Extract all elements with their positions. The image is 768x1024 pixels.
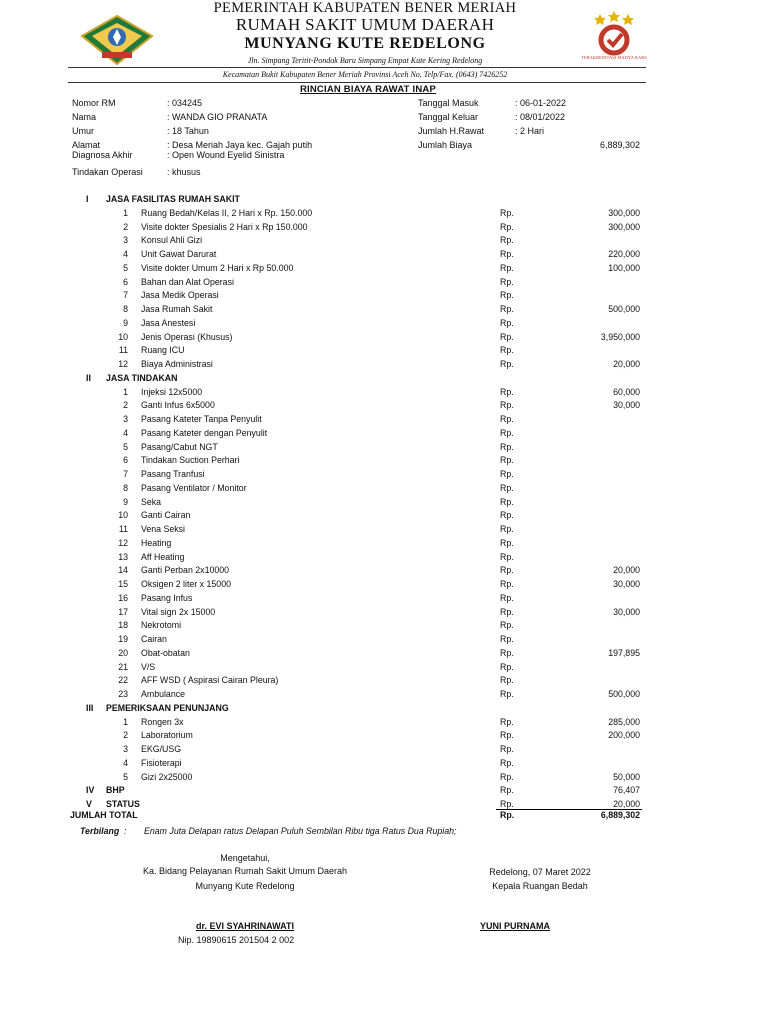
item-name: Pasang Kateter Tanpa Penyulit (141, 414, 262, 424)
jumlah-rawat-value: : 2 Hari (515, 126, 545, 136)
section-header (0, 373, 768, 387)
item-name: Laboratorium (141, 730, 193, 741)
table-row (0, 648, 768, 662)
item-name: Jasa Anestesi (141, 317, 196, 328)
section-number: V (86, 799, 92, 809)
item-name: AFF WSD ( Aspirasi Cairan Pleura) (141, 675, 279, 686)
item-rp: Rp. (500, 579, 514, 589)
table-row (0, 345, 768, 359)
table-row (0, 359, 768, 373)
item-rp: Rp. (500, 634, 514, 644)
item-amount: 197,895 (608, 647, 640, 658)
umur-value: : 18 Tahun (167, 126, 209, 136)
tanggal-keluar-value: : 08/01/2022 (515, 112, 566, 122)
table-row (0, 717, 768, 731)
item-rp: Rp. (500, 441, 514, 452)
total-amount: 6,889,302 (600, 810, 640, 820)
item-name: Jasa Rumah Sakit (141, 304, 213, 314)
section-number: IV (86, 785, 95, 796)
item-name: Bahan dan Alat Operasi (141, 276, 234, 287)
table-row (0, 277, 768, 291)
sign-left-institution: Munyang Kute Redelong (195, 881, 295, 891)
item-rp: Rp. (500, 647, 514, 658)
item-amount: 500,000 (608, 304, 640, 314)
item-rp: Rp. (500, 290, 514, 301)
sign-left-nip: Nip. 19890615 201504 2 002 (178, 935, 295, 945)
nomor-rm-label: Nomor RM (72, 98, 116, 108)
item-number: 16 (118, 592, 128, 603)
item-name: Visite dokter Umum 2 Hari x Rp 50.000 (141, 262, 294, 273)
section-title: JASA TINDAKAN (106, 372, 178, 383)
tanggal-masuk-label: Tanggal Masuk (418, 98, 479, 108)
item-name: Nekrotomi (141, 620, 182, 631)
table-row (0, 758, 768, 772)
jumlah-biaya-value: 6,889,302 (599, 140, 640, 150)
item-number: 9 (123, 496, 128, 507)
item-amount: 300,000 (608, 207, 640, 218)
item-rp: Rp. (500, 551, 514, 562)
item-rp: Rp. (500, 455, 514, 466)
table-row (0, 387, 768, 401)
item-name: Ganti Perban 2x10000 (141, 565, 230, 576)
item-number: 13 (118, 551, 128, 562)
table-row (0, 249, 768, 263)
item-name: Oksigen 2 liter x 15000 (141, 579, 231, 589)
item-name: Pasang Infus (141, 592, 193, 603)
item-rp: Rp. (500, 249, 514, 259)
sign-left-name: dr. EVI SYAHRINAWATI (195, 921, 295, 931)
table-row (0, 208, 768, 222)
item-name: Unit Gawat Darurat (141, 249, 217, 259)
item-rp: Rp. (500, 675, 514, 686)
jumlah-biaya-label: Jumlah Biaya (418, 140, 473, 150)
item-rp: Rp. (500, 565, 514, 576)
item-number: 18 (118, 620, 128, 631)
item-name: Cairan (141, 634, 167, 644)
item-number: 8 (123, 482, 128, 493)
table-row (0, 538, 768, 552)
item-rp: Rp. (500, 427, 514, 438)
item-name: Konsul Ahli Gizi (141, 235, 203, 246)
item-rp: Rp. (500, 276, 514, 287)
item-name: Ruang ICU (141, 345, 185, 356)
terbilang-colon: : (124, 826, 127, 836)
diagnosa-value: : Open Wound Eyelid Sinistra (167, 150, 285, 160)
item-number: 2 (123, 730, 128, 741)
item-amount: 300,000 (608, 221, 640, 232)
item-rp: Rp. (500, 386, 514, 397)
table-row (0, 510, 768, 524)
section-title: JASA FASILITAS RUMAH SAKIT (106, 194, 240, 204)
item-amount: 30,000 (613, 400, 640, 411)
item-rp: Rp. (500, 730, 514, 741)
item-name: Pasang Kateter dengan Penyulit (141, 427, 268, 438)
document-title: RINCIAN BIAYA RAWAT INAP (299, 84, 437, 95)
item-name: Vital sign 2x 15000 (141, 606, 216, 617)
total-label: JUMLAH TOTAL (70, 810, 138, 820)
item-amount: 20,000 (613, 565, 640, 576)
table-row (0, 442, 768, 456)
item-number: 21 (118, 661, 128, 672)
item-rp: Rp. (500, 757, 514, 768)
item-name: Jenis Operasi (Khusus) (141, 331, 233, 342)
table-row (0, 744, 768, 758)
item-number: 10 (118, 510, 128, 521)
sign-right-place-date: Redelong, 07 Maret 2022 (489, 867, 591, 877)
item-rp: Rp. (500, 496, 514, 507)
terbilang-row (0, 826, 768, 840)
table-row (0, 579, 768, 593)
jumlah-rawat-label: Jumlah H.Rawat (418, 126, 485, 136)
item-name: Biaya Administrasi (141, 359, 213, 369)
item-name: Pasang Ventilator / Monitor (141, 482, 247, 493)
table-row (0, 593, 768, 607)
table-row (0, 235, 768, 249)
item-number: 1 (123, 386, 128, 397)
item-number: 7 (123, 469, 128, 479)
table-row (0, 263, 768, 277)
item-rp: Rp. (500, 689, 514, 699)
table-row (0, 524, 768, 538)
section-number: II (86, 372, 91, 383)
header-government: PEMERINTAH KABUPATEN BENER MERIAH (213, 0, 517, 16)
item-name: Rongen 3x (141, 716, 184, 727)
table-row (0, 730, 768, 744)
item-number: 15 (118, 579, 128, 589)
table-row (0, 400, 768, 414)
item-rp: Rp. (500, 262, 514, 273)
header-address-line1: Jln. Simpang Teritit-Pondok Baru Simpang Empat Kute Kering Redelong (247, 56, 483, 65)
bener-meriah-regency-logo (80, 14, 154, 66)
item-amount: 30,000 (613, 579, 640, 589)
table-row (0, 290, 768, 304)
nomor-rm-value: : 034245 (167, 98, 203, 108)
item-number: 7 (123, 290, 128, 301)
item-rp: Rp. (500, 331, 514, 342)
item-name: V/S (141, 661, 156, 672)
item-number: 4 (123, 757, 128, 768)
item-amount: 60,000 (613, 386, 640, 397)
tindakan-value: : khusus (167, 167, 201, 177)
total-rp: Rp. (500, 810, 515, 820)
item-name: Gizi 2x25000 (141, 771, 193, 782)
item-name: Seka (141, 496, 162, 507)
item-number: 4 (123, 427, 128, 438)
item-rp: Rp. (500, 510, 514, 521)
item-number: 17 (118, 606, 128, 617)
item-amount: 3,950,000 (600, 331, 640, 342)
section-header (0, 703, 768, 717)
item-rp: Rp. (500, 482, 514, 493)
item-rp: Rp. (500, 221, 514, 232)
item-name: Ruang Bedah/Kelas II, 2 Hari x Rp. 150.000 (141, 207, 313, 218)
item-number: 6 (123, 276, 128, 287)
tanggal-masuk-value: : 06-01-2022 (515, 98, 567, 108)
section-rp: Rp. (500, 785, 514, 796)
item-number: 5 (123, 771, 128, 782)
item-amount: 100,000 (608, 262, 640, 273)
item-number: 22 (118, 675, 128, 686)
table-row (0, 675, 768, 689)
section-number: III (86, 702, 94, 713)
item-number: 11 (118, 345, 128, 356)
item-name: Ambulance (141, 689, 186, 699)
header-address-line2: Kecamatan Bukit Kabupaten Bener Meriah Provinsi Aceh No. Telp/Fax. (0643) 7426252 (222, 70, 508, 79)
umur-label: Umur (72, 126, 94, 136)
item-rp: Rp. (500, 716, 514, 727)
item-amount: 200,000 (608, 730, 640, 741)
table-row (0, 222, 768, 236)
section-amount: 76,407 (613, 785, 640, 796)
accreditation-label: TERAKREDITASI MADYA KARS (581, 55, 647, 60)
item-rp: Rp. (500, 414, 514, 424)
sign-right-title: Kepala Ruangan Bedah (492, 881, 588, 891)
section-title: BHP (106, 785, 125, 796)
item-rp: Rp. (500, 345, 514, 356)
section-number: I (86, 194, 89, 204)
item-name: Ganti Infus 6x5000 (141, 400, 215, 411)
tindakan-label: Tindakan Operasi (72, 167, 143, 177)
table-row (0, 483, 768, 497)
terbilang-label: Terbilang (80, 826, 120, 836)
item-number: 20 (118, 647, 128, 658)
item-name: EKG/USG (141, 744, 182, 754)
item-number: 9 (123, 317, 128, 328)
table-row (0, 428, 768, 442)
section-rp: Rp. (500, 799, 514, 809)
item-name: Pasang/Cabut NGT (141, 441, 218, 452)
sign-left-title: Ka. Bidang Pelayanan Rumah Sakit Umum Daerah (142, 866, 348, 876)
header-hospital-name: MUNYANG KUTE REDELONG (244, 35, 486, 52)
item-name: Vena Seksi (141, 524, 186, 534)
tanggal-keluar-label: Tanggal Keluar (418, 112, 479, 122)
table-row (0, 565, 768, 579)
alamat-value: : Desa Meriah Jaya kec. Gajah putih (167, 140, 313, 150)
item-number: 14 (118, 565, 128, 576)
item-name: Injeksi 12x5000 (141, 386, 203, 397)
table-row (0, 469, 768, 483)
item-rp: Rp. (500, 304, 514, 314)
item-number: 8 (123, 304, 128, 314)
table-row (0, 497, 768, 511)
item-rp: Rp. (500, 537, 514, 548)
item-number: 1 (123, 207, 128, 218)
item-number: 3 (123, 744, 128, 754)
item-rp: Rp. (500, 771, 514, 782)
item-rp: Rp. (500, 524, 514, 534)
nama-value: : WANDA GIO PRANATA (167, 112, 268, 122)
section-header (0, 194, 768, 208)
table-row (0, 634, 768, 648)
item-amount: 220,000 (608, 249, 640, 259)
total-row (0, 810, 768, 824)
item-name: Aff Heating (141, 551, 185, 562)
table-row (0, 772, 768, 786)
diagnosa-label: Diagnosa Akhir (72, 150, 133, 160)
table-row (0, 455, 768, 469)
item-number: 10 (118, 331, 128, 342)
header-divider-bottom (68, 82, 646, 83)
item-rp: Rp. (500, 317, 514, 328)
item-rp: Rp. (500, 400, 514, 411)
table-row (0, 689, 768, 703)
item-name: Pasang Tranfusi (141, 469, 205, 479)
item-amount: 50,000 (613, 771, 640, 782)
item-rp: Rp. (500, 744, 514, 754)
item-number: 5 (123, 262, 128, 273)
item-rp: Rp. (500, 661, 514, 672)
table-row (0, 662, 768, 676)
item-rp: Rp. (500, 359, 514, 369)
item-amount: 30,000 (613, 606, 640, 617)
header-divider-top (68, 67, 646, 68)
sign-right-name: YUNI PURNAMA (479, 921, 550, 931)
item-rp: Rp. (500, 207, 514, 218)
item-number: 5 (123, 441, 128, 452)
item-number: 1 (123, 716, 128, 727)
item-amount: 500,000 (608, 689, 640, 699)
item-number: 4 (123, 249, 128, 259)
item-number: 11 (118, 524, 128, 534)
table-row (0, 620, 768, 634)
section-title: STATUS (106, 799, 140, 809)
nama-label: Nama (72, 112, 97, 122)
item-number: 12 (118, 537, 128, 548)
item-number: 2 (123, 400, 128, 411)
item-name: Fisioterapi (141, 757, 182, 768)
section-title: PEMERIKSAAN PENUNJANG (106, 702, 229, 713)
item-name: Obat-obatan (141, 647, 190, 658)
terbilang-text: Enam Juta Delapan ratus Delapan Puluh Sembilan Ribu tiga Ratus Dua Rupiah; (144, 826, 457, 836)
table-row (0, 318, 768, 332)
section-header (0, 785, 768, 799)
table-row (0, 304, 768, 318)
table-row (0, 414, 768, 428)
item-number: 19 (118, 634, 128, 644)
item-number: 23 (118, 689, 128, 699)
table-row (0, 332, 768, 346)
sign-left-mengetahui: Mengetahui, (220, 853, 270, 863)
alamat-label: Alamat (72, 140, 101, 150)
item-rp: Rp. (500, 592, 514, 603)
item-rp: Rp. (500, 235, 514, 246)
item-amount: 20,000 (613, 359, 640, 369)
item-name: Ganti Cairan (141, 510, 191, 521)
item-rp: Rp. (500, 469, 514, 479)
item-rp: Rp. (500, 620, 514, 631)
item-name: Heating (141, 537, 172, 548)
item-number: 6 (123, 455, 128, 466)
item-rp: Rp. (500, 606, 514, 617)
table-row (0, 607, 768, 621)
item-amount: 285,000 (608, 716, 640, 727)
header-hospital-type: RUMAH SAKIT UMUM DAERAH (235, 15, 495, 34)
item-number: 2 (123, 221, 128, 232)
item-number: 12 (118, 359, 128, 369)
section-amount: 20,000 (613, 799, 640, 809)
item-number: 3 (123, 414, 128, 424)
item-name: Tindakan Suction Perhari (141, 455, 240, 466)
item-number: 3 (123, 235, 128, 246)
table-row (0, 552, 768, 566)
item-name: Visite dokter Spesialis 2 Hari x Rp 150.000 (141, 221, 308, 232)
item-name: Jasa Medik Operasi (141, 290, 219, 301)
